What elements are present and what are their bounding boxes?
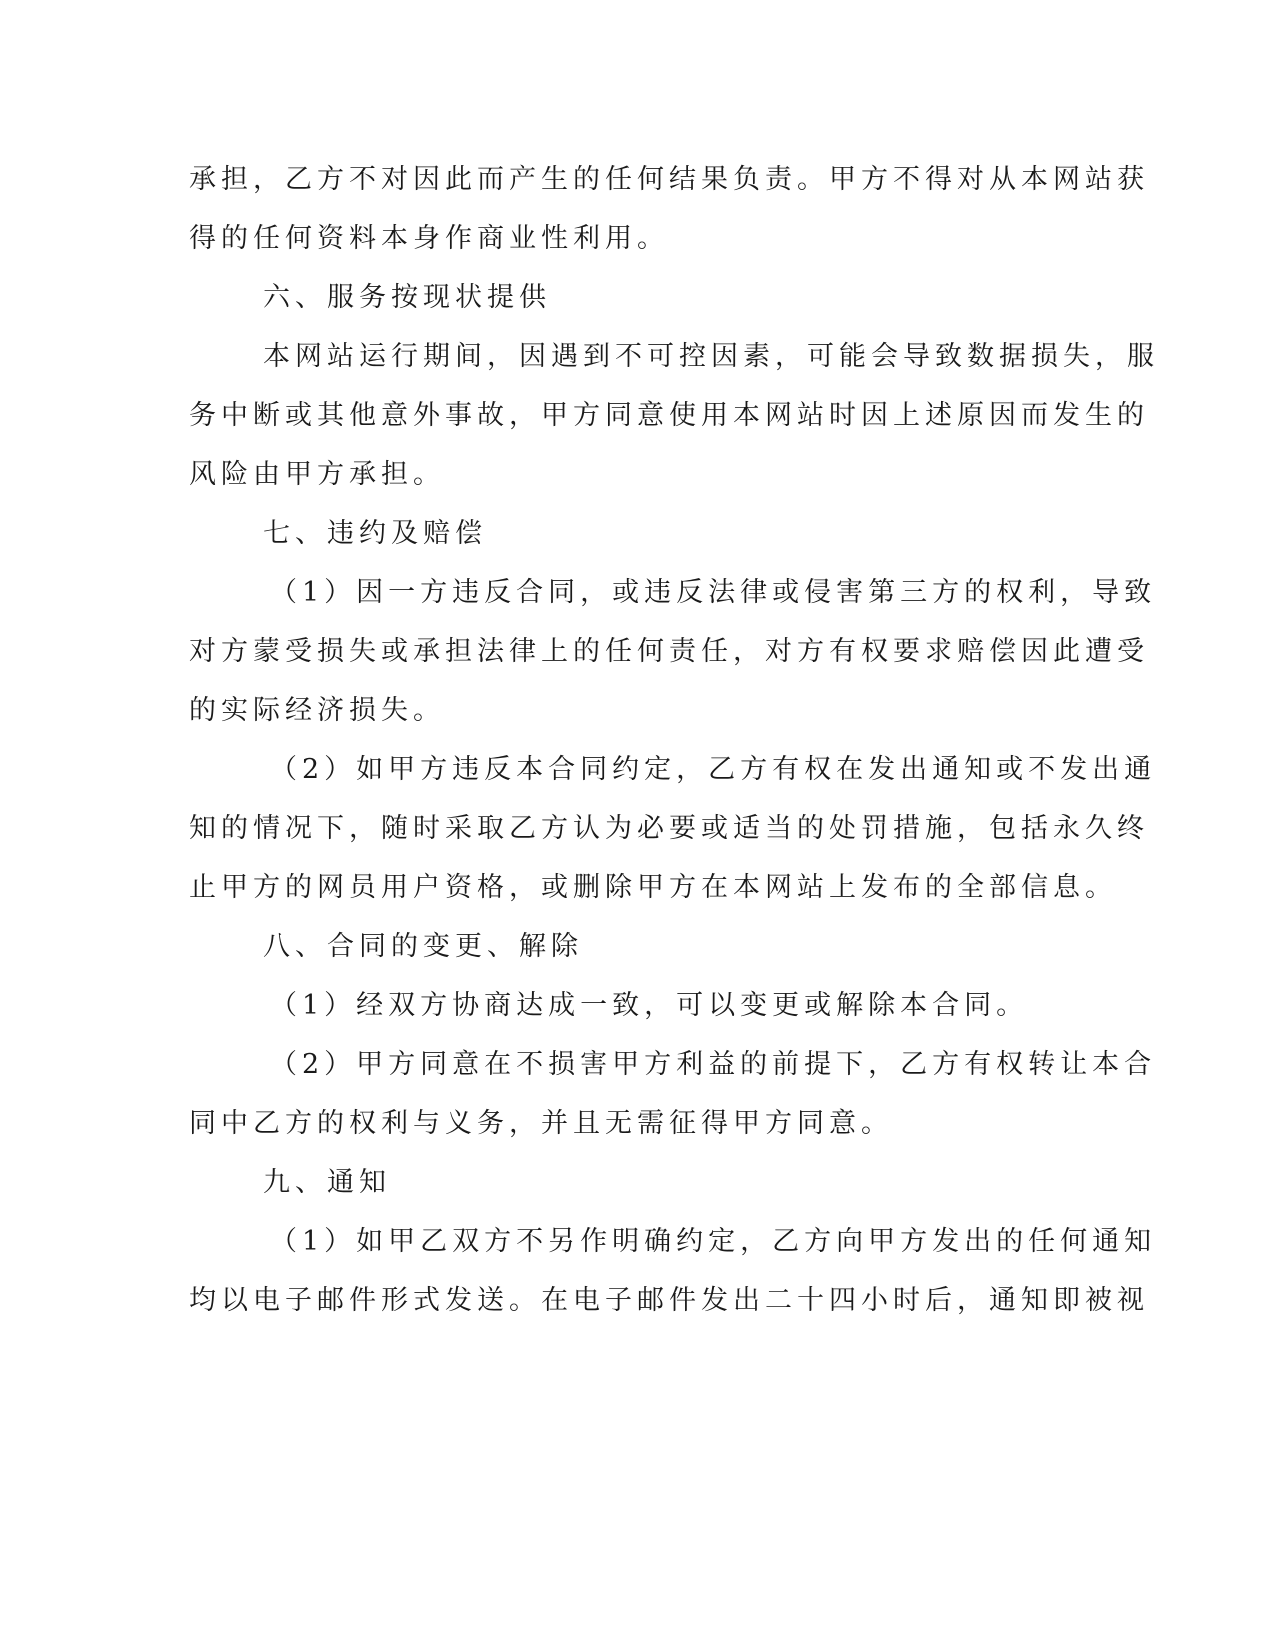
paragraph-line: （1）因一方违反合同，或违反法律或侵害第三方的权利，导致: [270, 577, 1157, 608]
paragraph-line: （1）如甲乙双方不另作明确约定，乙方向甲方发出的任何通知: [270, 1226, 1157, 1257]
paragraph-line: 的实际经济损失。: [189, 695, 445, 726]
paragraph-line: 止甲方的网员用户资格，或删除甲方在本网站上发布的全部信息。: [189, 872, 1117, 903]
paragraph-line: 得的任何资料本身作商业性利用。: [189, 223, 669, 254]
paragraph-line: （1）经双方协商达成一致，可以变更或解除本合同。: [270, 990, 1029, 1021]
section-heading: 九、通知: [263, 1167, 391, 1198]
paragraph-line: 风险由甲方承担。: [189, 459, 445, 490]
section-heading: 七、违约及赔偿: [263, 518, 487, 549]
paragraph-line: 知的情况下，随时采取乙方认为必要或适当的处罚措施，包括永久终: [189, 813, 1149, 844]
paragraph-line: 对方蒙受损失或承担法律上的任何责任，对方有权要求赔偿因此遭受: [189, 636, 1149, 667]
paragraph-line: 承担，乙方不对因此而产生的任何结果负责。甲方不得对从本网站获: [189, 164, 1149, 195]
paragraph-line: 本网站运行期间，因遇到不可控因素，可能会导致数据损失，服: [263, 341, 1159, 372]
section-heading: 八、合同的变更、解除: [263, 931, 583, 962]
paragraph-line: （2）甲方同意在不损害甲方利益的前提下，乙方有权转让本合: [270, 1049, 1157, 1080]
paragraph-line: 均以电子邮件形式发送。在电子邮件发出二十四小时后，通知即被视: [189, 1285, 1149, 1316]
paragraph-line: 务中断或其他意外事故，甲方同意使用本网站时因上述原因而发生的: [189, 400, 1149, 431]
paragraph-line: （2）如甲方违反本合同约定，乙方有权在发出通知或不发出通: [270, 754, 1157, 785]
paragraph-line: 同中乙方的权利与义务，并且无需征得甲方同意。: [189, 1108, 893, 1139]
section-heading: 六、服务按现状提供: [263, 282, 551, 313]
